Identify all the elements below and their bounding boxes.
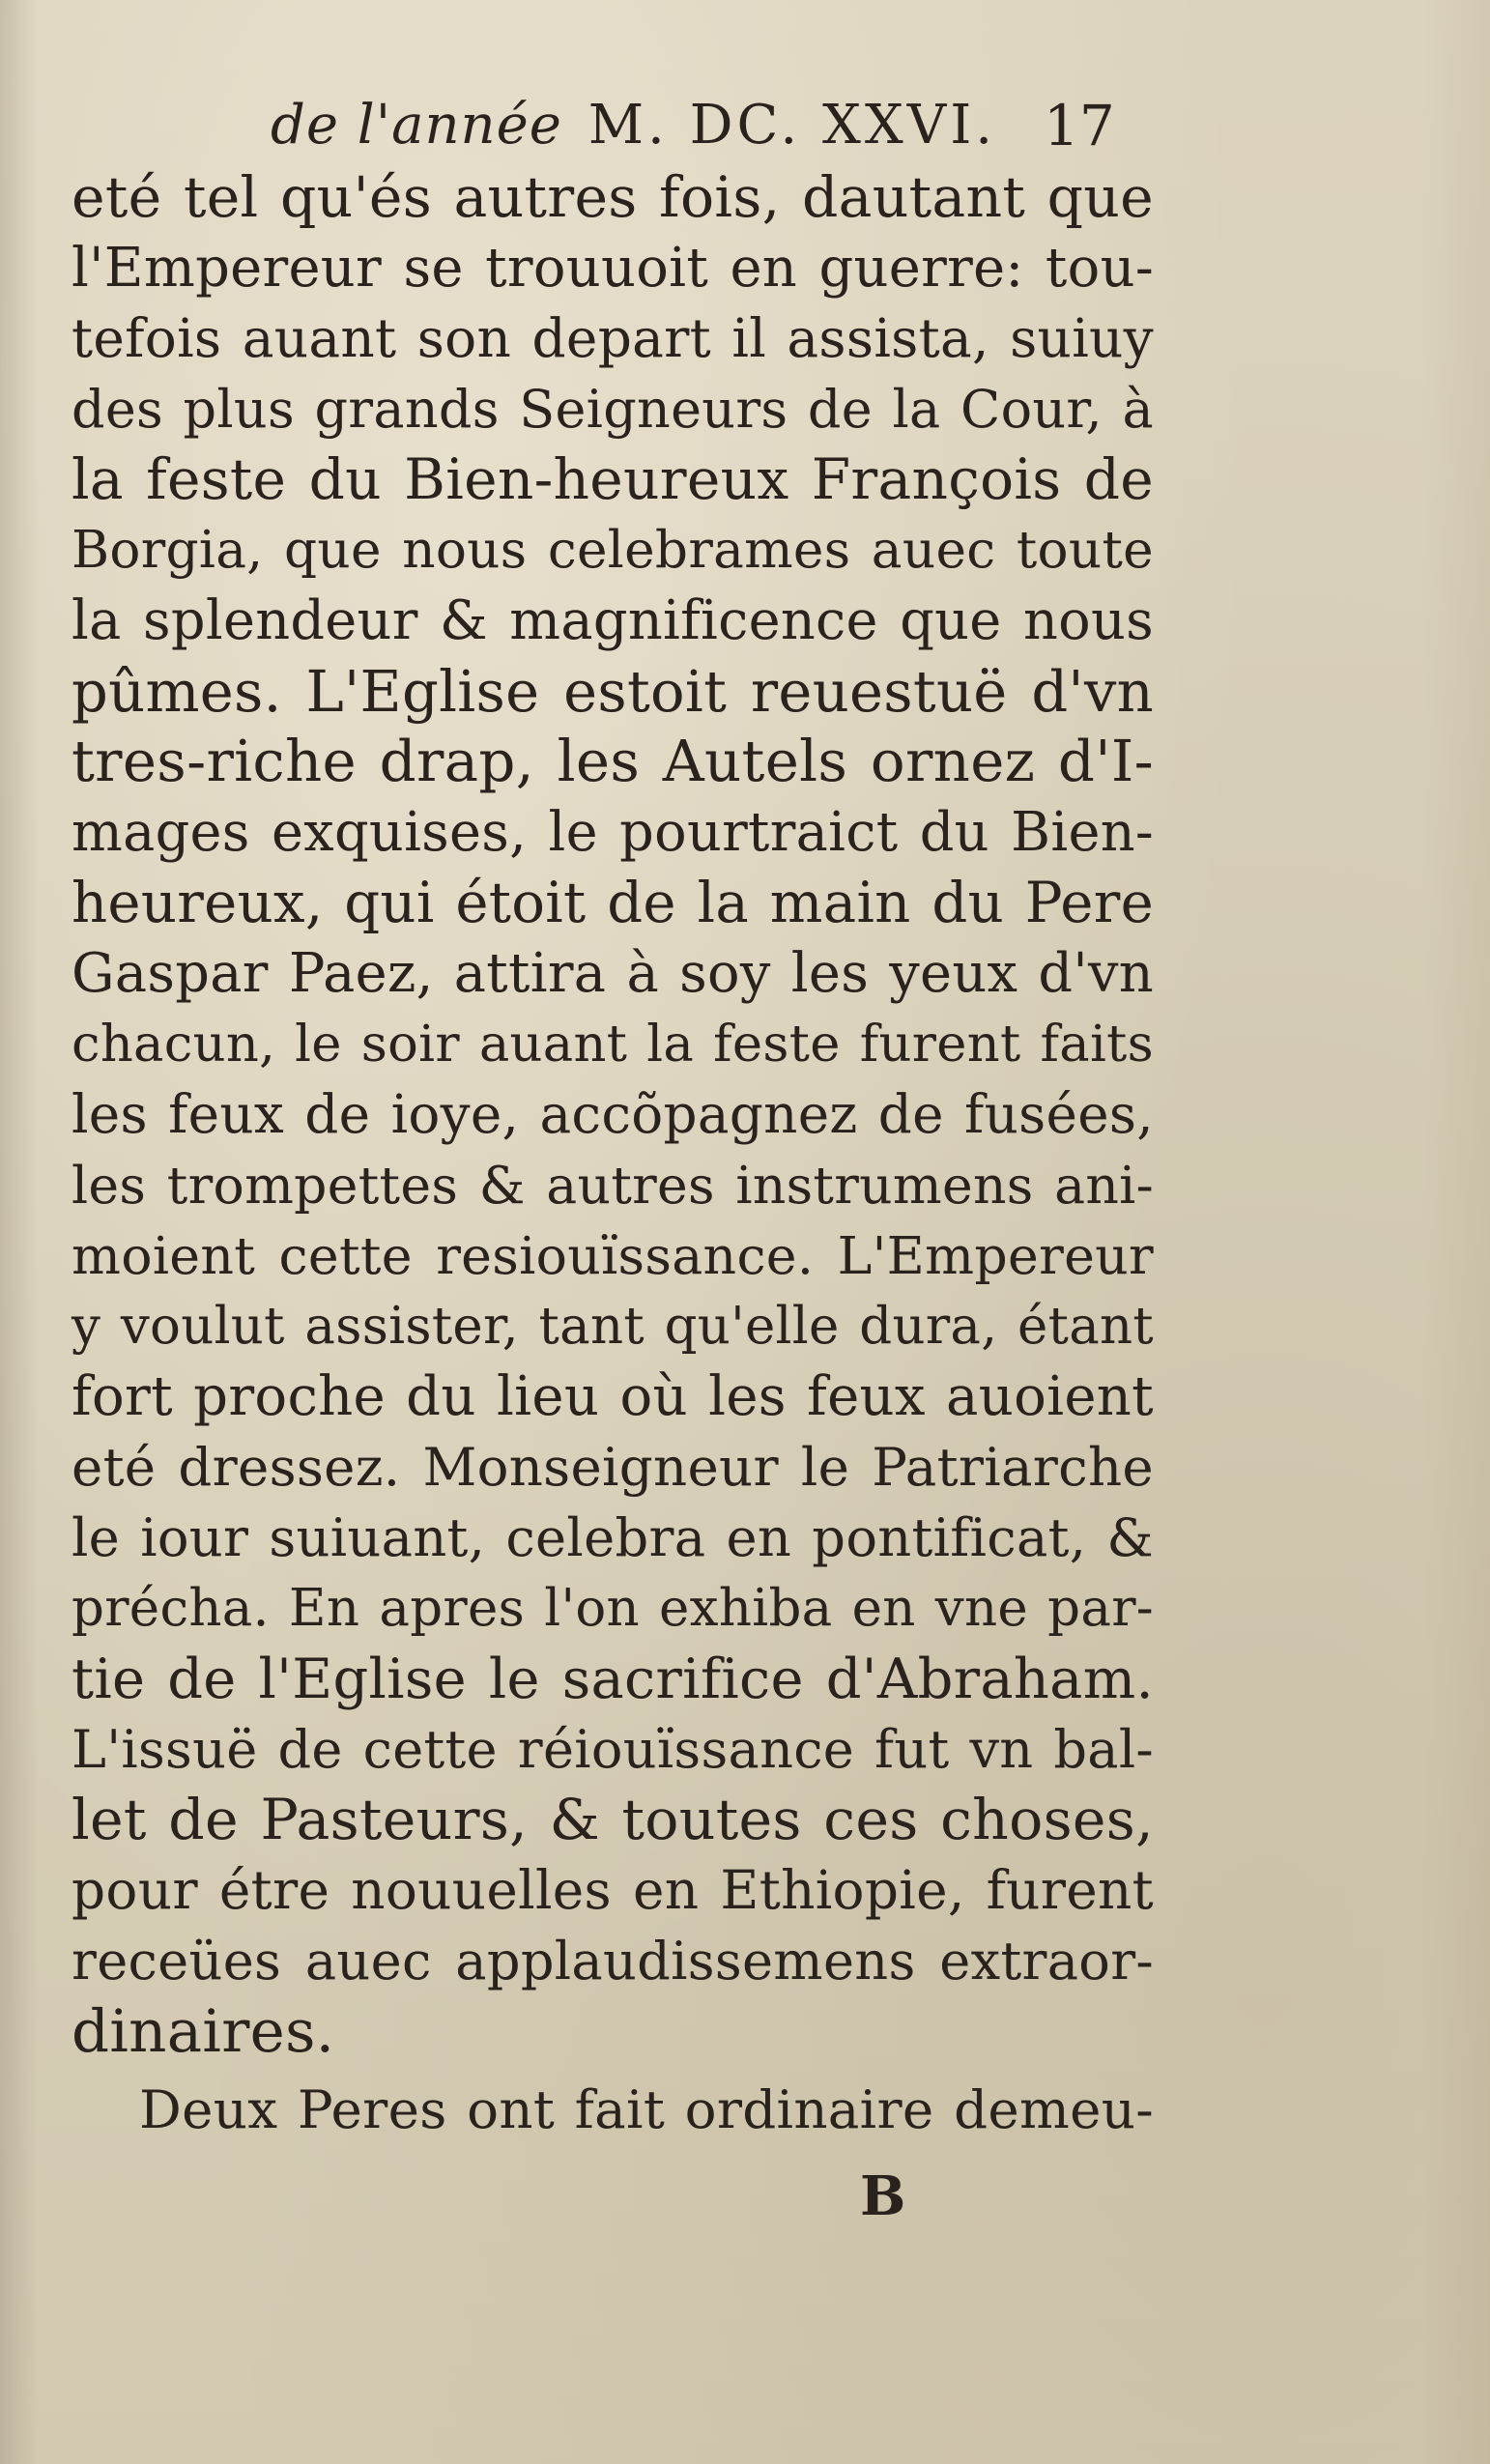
text-line: mages exquises, le pourtraict du Bien- [72, 801, 1154, 864]
page-edge-tint [1422, 0, 1490, 2464]
text-line: fort proche du lieu où les feux auoient [72, 1365, 1154, 1428]
text-line: la feste du Bien-heureux François de [72, 446, 1154, 512]
running-title-italic: de l'année [271, 94, 562, 157]
text-line: pour étre nouuelles en Ethiopie, furent [72, 1859, 1154, 1921]
text-line: L'issuë de cette réiouïssance fut vn bal- [72, 1719, 1154, 1780]
new-paragraph-line: Deux Peres ont fait ordinaire demeu- [139, 2078, 1154, 2140]
text-line: let de Pasteurs, & toutes ces choses, [72, 1787, 1154, 1852]
text-line: eté tel qu'és autres fois, dautant que [72, 164, 1154, 230]
text-line: les feux de ioye, accõpagnez de fusées, [72, 1083, 1154, 1145]
signature-mark: B [860, 2164, 908, 2228]
text-line: y voulut assister, tant qu'elle dura, étant [72, 1297, 1154, 1356]
text-line: la splendeur & magnificence que nous [72, 589, 1154, 652]
text-line: Gaspar Paez, attira à soy les yeux d'vn [72, 942, 1154, 1005]
text-line: des plus grands Seigneurs de la Cour, à [72, 379, 1154, 440]
text-line: chacun, le soir auant la feste furent faits [72, 1015, 1154, 1074]
text-line: Borgia, que nous celebrames auec toute [72, 520, 1154, 580]
text-line: tie de l'Eglise le sacrifice d'Abraham. [72, 1647, 1154, 1711]
running-title-year: M. DC. XXVI. [587, 94, 997, 157]
text-line: eté dressez. Monseigneur le Patriarche [72, 1436, 1154, 1498]
text-line: tres-riche drap, les Autels ornez d'I- [72, 729, 1154, 795]
text-line: les trompettes & autres instrumens ani- [72, 1155, 1154, 1216]
text-line: tefois auant son depart il assista, suiuy [72, 307, 1154, 369]
text-line: l'Empereur se trouuoit en guerre: tou- [72, 237, 1154, 300]
running-head [271, 87, 1121, 164]
page-number: 17 [1044, 93, 1115, 158]
body-text [72, 162, 1154, 2145]
text-line: heureux, qui étoit de la main du Pere [72, 870, 1154, 935]
gutter-shadow [0, 0, 39, 2464]
paragraph-end-line: dinaires. [72, 1997, 335, 2066]
text-line: receües auec applaudissemens extraor- [72, 1931, 1154, 1991]
text-line: pûmes. L'Eglise estoit reuestuë d'vn [72, 658, 1154, 725]
text-line: le iour suiuant, celebra en pontificat, & [72, 1507, 1154, 1568]
text-line: moient cette resiouïssance. L'Empereur [72, 1225, 1154, 1286]
text-line: précha. En apres l'on exhiba en vne par- [72, 1579, 1154, 1638]
